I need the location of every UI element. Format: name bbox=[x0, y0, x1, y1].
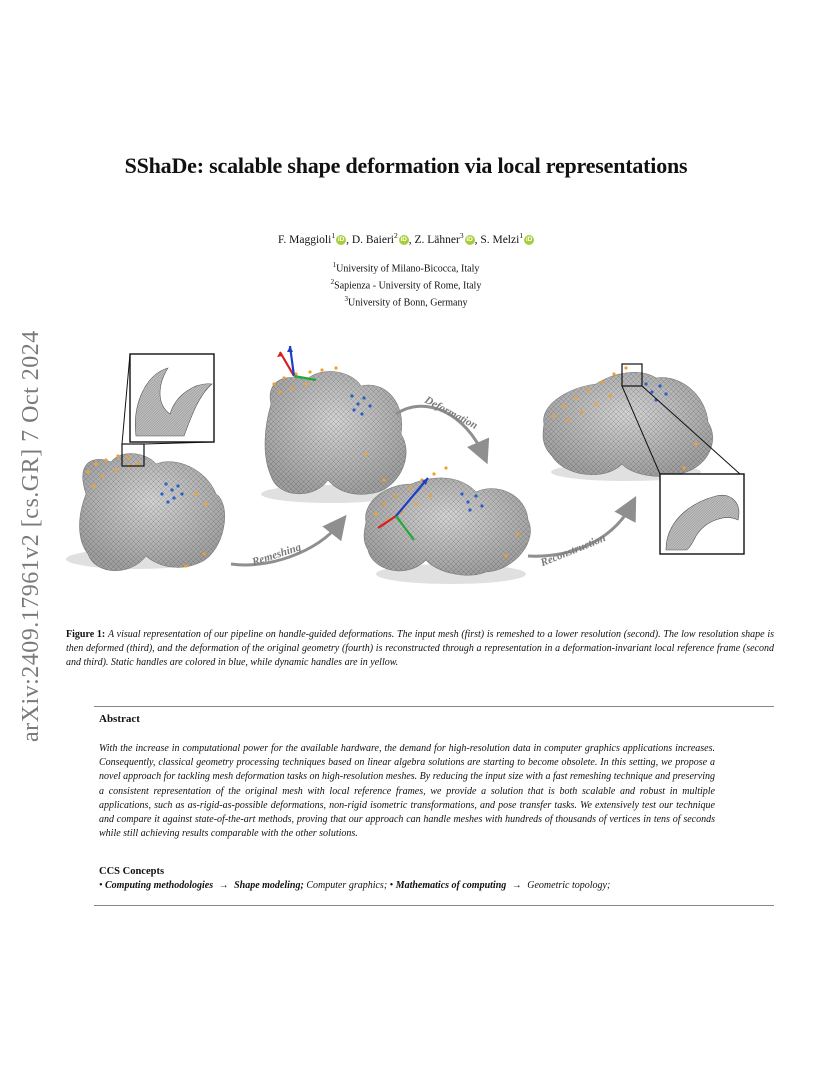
affiliation-text: University of Bonn, Germany bbox=[348, 296, 468, 308]
caption-label: Figure 1: bbox=[66, 629, 106, 640]
paper-title: SShaDe: scalable shape deformation via local representations bbox=[124, 153, 688, 178]
remeshed-dragon bbox=[261, 346, 406, 503]
affiliation-text: Sapienza - University of Rome, Italy bbox=[334, 280, 482, 292]
orcid-icon[interactable]: iD bbox=[466, 235, 473, 243]
affiliation bbox=[0, 259, 812, 276]
affiliation-text: University of Milano-Bicocca, Italy bbox=[336, 263, 480, 275]
remeshing-arrow bbox=[231, 522, 341, 569]
reconstruction-label: Reconstruction bbox=[538, 532, 608, 570]
orcid-icon[interactable]: iD bbox=[525, 235, 533, 243]
ccs-category: Computing methodologies bbox=[105, 880, 214, 891]
author-name: F. Maggioli bbox=[277, 233, 332, 246]
section-divider-bottom bbox=[94, 905, 774, 906]
ccs-heading: CCS Concepts bbox=[99, 866, 165, 877]
ccs-concepts-line bbox=[99, 880, 759, 891]
author-list: F. Maggioli$^1$ iD , D. Baieri$^2$ iD , Z. Lähner$^3$ iD , S. Melzi$^1$ iD bbox=[277, 231, 533, 246]
ccs-arrow: → bbox=[511, 880, 522, 891]
orcid-icon[interactable]: iD bbox=[400, 235, 407, 243]
author-affiliation-mark: 2 bbox=[393, 231, 398, 240]
ccs-bullet: • bbox=[389, 880, 394, 891]
abstract-heading: Abstract bbox=[99, 713, 140, 725]
ccs-category: Mathematics of computing bbox=[395, 880, 507, 891]
reconstructed-dragon bbox=[543, 364, 744, 554]
deformation-label: Deformation bbox=[422, 394, 480, 432]
deformation-arrow bbox=[396, 394, 484, 456]
affiliation bbox=[0, 293, 812, 310]
affiliation bbox=[0, 276, 812, 293]
section-divider-top bbox=[94, 706, 774, 707]
abstract-body: With the increase in computational power for the available hardware, the demand for high-resolution data in computer graphics applications increases. Consequently, classical geometry processing techniques based on linear algebra solutions are starting to become obsolete. In this setting, we propose a novel approach for tackling mesh deformation tasks on high-resolution meshes. By reducing the input size with a fast remeshing technique and preserving a consistent representation of the original mesh with local reference frames, we provide a solution that is both scalable and robust in multiple applications, such as as-rigid-as-possible deformations, non-rigid isometric transformations, and pose transfer tasks. We extensively test our technique and compare it against state-of-the-art methods, proving that our approach can handle meshes with hundreds of thousands of vertices in tens of seconds while still achieving results comparable with the other solutions. bbox=[99, 743, 715, 840]
ccs-arrow: → bbox=[218, 880, 229, 891]
author-affiliation-mark: 1 bbox=[519, 231, 524, 240]
ccs-concept: Computer graphics; bbox=[306, 880, 388, 891]
author-affiliation-mark: 3 bbox=[459, 231, 464, 240]
affiliation-number: 1 bbox=[332, 261, 337, 269]
figure-caption bbox=[66, 628, 774, 670]
remeshing-label: Remeshing bbox=[250, 541, 303, 569]
affiliation-number: 2 bbox=[330, 277, 335, 286]
affiliation-list bbox=[0, 259, 812, 309]
author-name: S. Melzi bbox=[480, 233, 520, 246]
ccs-main-concept: Shape modeling; bbox=[234, 880, 304, 891]
ccs-concept: Geometric topology; bbox=[527, 880, 611, 891]
ccs-bullet: • bbox=[99, 880, 103, 891]
teaser-figure bbox=[66, 344, 778, 604]
author-name: Z. Lähner bbox=[414, 233, 460, 246]
reconstruction-arrow bbox=[528, 504, 632, 570]
input-mesh-dragon bbox=[66, 354, 225, 571]
affiliation-number: 3 bbox=[344, 294, 349, 303]
caption-text: A visual representation of our pipeline on handle-guided deformations. The input mesh (first) is remeshed to a lower resolution (second). The low resolution shape is then deformed (third), and the deformation of the original geometry (fourth) is reconstructed through a representation in a deformation-invariant local reference frame (second and third). Static handles are colored in blue, while dynamic handles are in yellow. bbox=[66, 629, 775, 668]
arxiv-identifier: arXiv:2409.17961v2 [cs.GR] 7 Oct 2024 bbox=[18, 330, 44, 742]
pipeline-illustration bbox=[66, 344, 778, 604]
orcid-icon[interactable]: iD bbox=[337, 235, 345, 243]
author-name: D. Baieri bbox=[351, 233, 394, 246]
author-affiliation-mark: 1 bbox=[331, 231, 336, 240]
